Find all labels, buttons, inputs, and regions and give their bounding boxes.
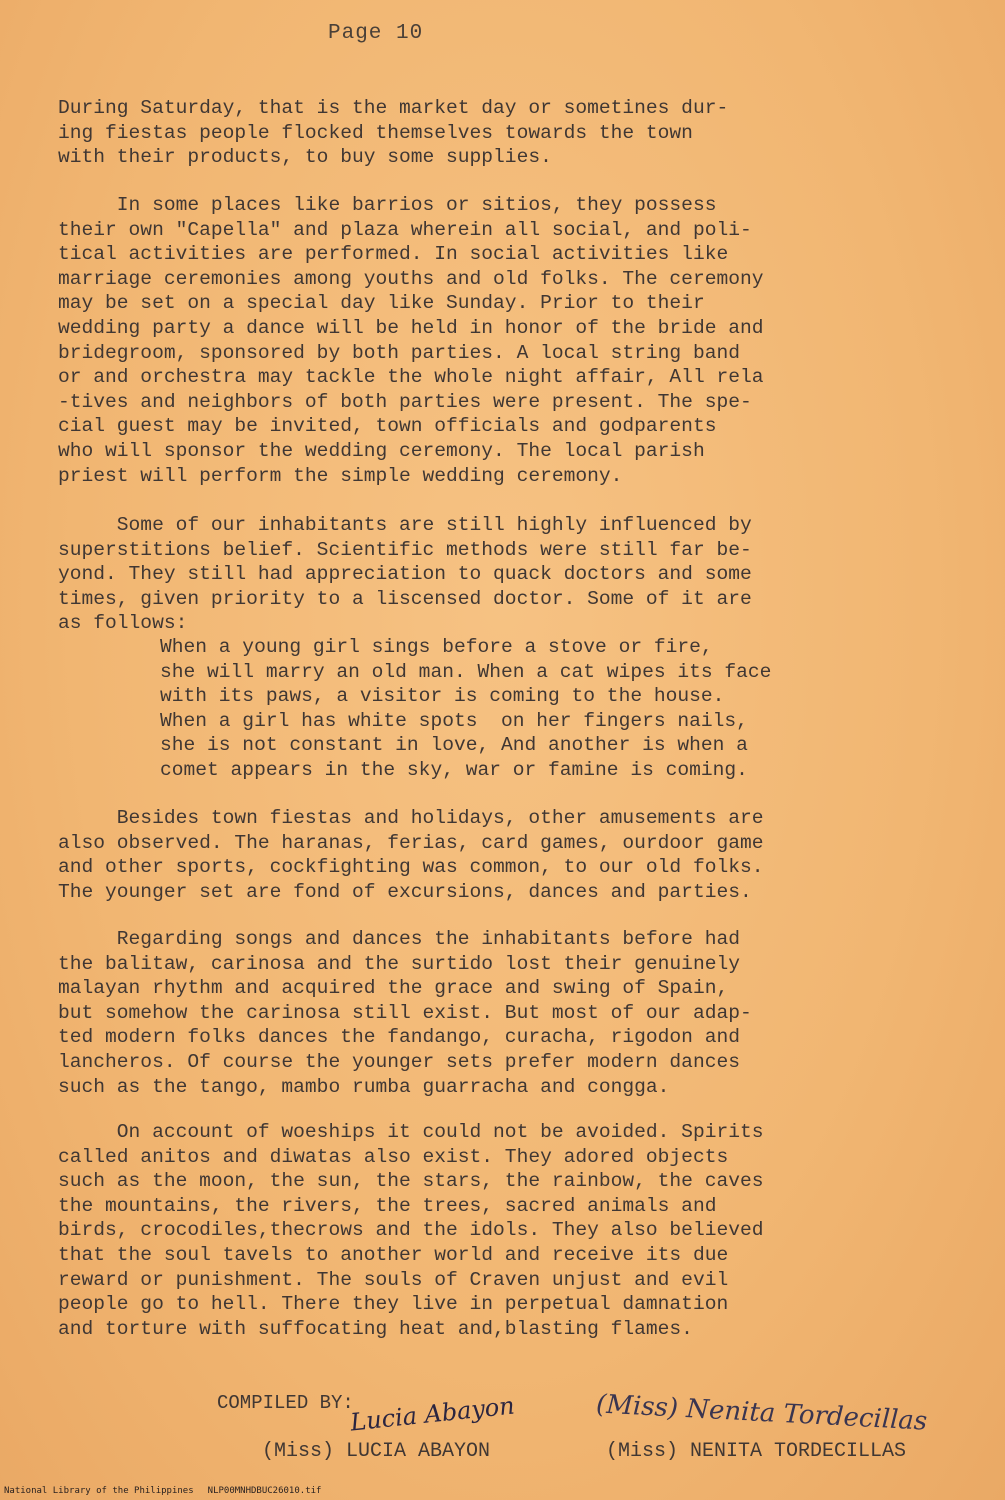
text-line: marriage ceremonies among youths and old folks. The ceremony [58,267,764,290]
compiler-name-1: (Miss) LUCIA ABAYON [262,1440,491,1463]
text-line: called anitos and diwatas also exist. They adored objects [58,1145,729,1168]
paragraph-market-day [58,96,938,170]
text-line: Besides town fiestas and holidays, other amusements are [58,807,764,829]
text-line: lancheros. Of course the younger sets prefer modern dances [58,1050,740,1073]
paragraph-worships [58,1120,938,1341]
text-line: wedding party a dance will be held in honor of the bride and [58,316,764,339]
page-number: Page 10 [328,22,424,45]
compiled-by-label: COMPILED BY: [217,1392,354,1414]
text-line: In some places like barrios or sitios, they possess [58,194,717,216]
text-line: yond. They still had appreciation to quack doctors and some [58,563,752,586]
text-line: reward or punishment. The souls of Craven unjust and evil [58,1268,729,1291]
text-line: with their products, to buy some supplies. [58,146,552,169]
text-line: On account of woeships it could not be avoided. Spirits [58,1121,764,1143]
text-line: that the soul tavels to another world and receive its due [58,1243,729,1266]
text-line: The younger set are fond of excursions, dances and parties. [58,880,752,903]
paragraph-songs-dances [58,927,938,1099]
library-name: National Library of the Philippines [4,1486,194,1496]
text-line: ted modern folks dances the fandango, curacha, rigodon and [58,1026,740,1049]
text-line: ing fiestas people flocked themselves towards the town [58,121,693,144]
text-line: people go to hell. There they live in perpetual damnation [58,1293,729,1316]
text-line: During Saturday, that is the market day or sometines dur- [58,97,729,119]
text-line: she is not constant in love, And another is when a [160,734,748,757]
text-line: -tives and neighbors of both parties were present. The spe- [58,390,752,413]
text-line: but somehow the carinosa still exist. But most of our adap- [58,1001,752,1024]
compiler-name-2: (Miss) NENITA TORDECILLAS [606,1440,907,1463]
paragraph-superstitions [58,513,938,636]
text-line: with its paws, a visitor is coming to the house. [160,685,725,708]
text-line: may be set on a special day like Sunday. Prior to their [58,292,705,315]
text-line: such as the tango, mambo rumba guarracha and congga. [58,1075,670,1098]
signature-nenita-tordecillas: (Miss) Nenita Tordecillas [595,1389,928,1437]
text-line: and torture with suffocating heat and,blasting flames. [58,1317,693,1340]
text-line: the balitaw, carinosa and the surtido lost their genuinely [58,952,740,975]
text-line: superstitions belief. Scientific methods were still far be- [58,538,752,561]
text-line: or and orchestra may tackle the whole night affair, All rela [58,366,764,389]
text-line: Regarding songs and dances the inhabitants before had [58,928,740,950]
text-line: tical activities are performed. In social activities like [58,243,729,266]
text-line: also observed. The haranas, ferias, card games, ourdoor game [58,831,764,854]
text-line: who will sponsor the wedding ceremony. The local parish [58,439,705,462]
text-line: she will marry an old man. When a cat wipes its face [160,660,772,683]
text-line: the mountains, the rivers, the trees, sacred animals and [58,1194,717,1217]
text-line: birds, crocodiles,thecrows and the idols. They also believed [58,1219,764,1242]
text-line: as follows: [58,612,188,635]
text-line: bridegroom, sponsored by both parties. A local string band [58,341,740,364]
text-line: When a young girl sings before a stove or fire, [160,636,713,658]
text-line: malayan rhythm and acquired the grace and swing of Spain, [58,977,729,1000]
signature-lucia-abayon: Lucia Abayon [348,1391,516,1437]
text-line: comet appears in the sky, war or famine is coming. [160,758,748,781]
text-line: and other sports, cockfighting was common, to our old folks. [58,856,764,879]
text-line: cial guest may be invited, town officials and godparents [58,415,717,438]
text-line: priest will perform the simple wedding ceremony. [58,464,623,487]
text-line: When a girl has white spots on her fingers nails, [160,709,748,732]
paragraph-social-activities [58,193,938,488]
paragraph-superstition-examples [160,635,1005,783]
archive-footer [4,1486,335,1496]
paragraph-amusements [58,806,938,904]
file-id: NLP00MNHDBUC26010.tif [207,1486,322,1496]
text-line: their own "Capella" and plaza wherein all social, and poli- [58,218,752,241]
text-line: Some of our inhabitants are still highly influenced by [58,514,752,536]
text-line: times, given priority to a liscensed doctor. Some of it are [58,587,752,610]
text-line: such as the moon, the sun, the stars, the rainbow, the caves [58,1170,764,1193]
